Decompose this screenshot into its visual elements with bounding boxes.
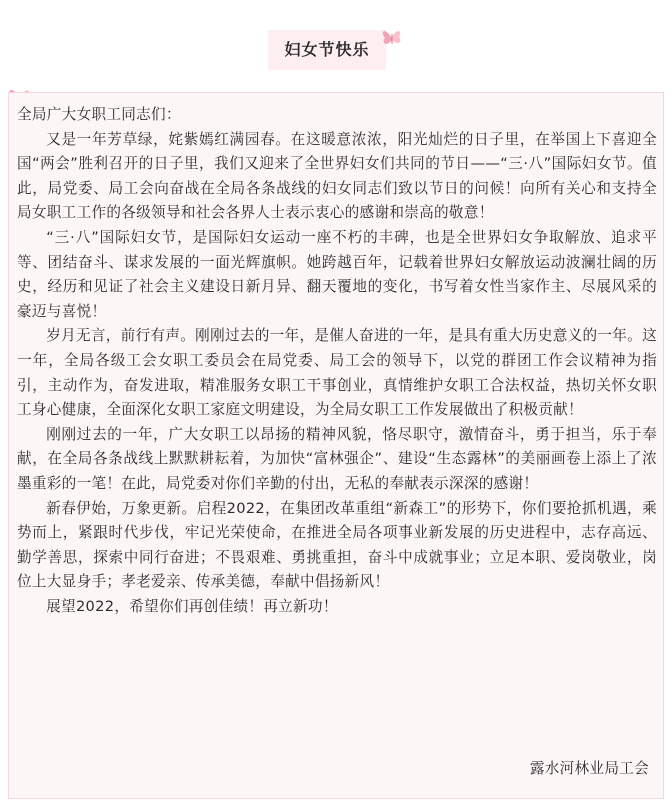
letter-body	[17, 103, 657, 619]
letter-card	[8, 92, 664, 799]
letter-signature: 露水河林业局工会	[529, 760, 649, 778]
letter-paragraph-4: 刚刚过去的一年，广大女职工以昂扬的精神风貌，恪尽职守，激情奋斗，勇于担当，乐于奉献，在全局各条战线上默默耕耘着，为加快“富林强企”、建设“生态露林”的美丽画卷上添上了浓墨重彩的一笔！在此，局党委对你们辛勤的付出，无私的奉献表示深深的感谢！	[17, 425, 657, 492]
letter-paragraph-3: 岁月无言，前行有声。刚刚过去的一年，是催人奋进的一年，是具有重大历史意义的一年。这一年，全局各级工会女职工委员会在局党委、局工会的领导下，以党的群团工作会议精神为指引，主动作为，奋发进取，精准服务女职工干事创业，真情维护女职工合法权益，热切关怀女职工身心健康，全面深化女职工家庭文明建设，为全局女职工工作发展做出了积极贡献！	[17, 327, 657, 419]
page-title: 妇女节快乐	[284, 40, 370, 59]
letter-paragraph-5: 新春伊始，万象更新。启程2022，在集团改革重组“新森工”的形势下，你们要抢抓机遇，乘势而上，紧跟时代步伐，牢记光荣使命，在推进全局各项事业新发展的历史进程中，志存高远、勤学善思，探索中同行奋进；不畏艰难、勇挑重担，奋斗中成就事业；立足本职、爱岗敬业，岗位上大显身手；孝老爱亲、传承美德，奉献中倡扬新风！	[17, 499, 657, 591]
letter-paragraph-2: “三·八”国际妇女节，是国际妇女运动一座不朽的丰碑，也是全世界妇女争取解放、追求平等、团结奋斗、谋求发展的一面光辉旗帜。她跨越百年，记载着世界妇女解放运动波澜壮阔的历史，经历和见证了社会主义建设日新月异、翻天覆地的变化，书写着女性当家作主、尽展风采的豪迈与喜悦！	[17, 228, 657, 320]
title-banner	[0, 24, 672, 72]
butterfly-icon	[380, 24, 404, 50]
title-box	[268, 30, 386, 70]
letter-paragraph-1: 又是一年芳草绿，姹紫嫣红满园春。在这暖意浓浓，阳光灿烂的日子里，在举国上下喜迎全国“两会”胜利召开的日子里，我们又迎来了全世界妇女们共同的节日——“三·八”国际妇女节。值此，局党委、局工会向奋战在全局各条战线的妇女同志们致以节日的问候！向所有关心和支持全局女职工工作的各级领导和社会各界人士表示衷心的感谢和崇高的敬意！	[17, 130, 657, 222]
letter-greeting: 全局广大女职工同志们：	[17, 106, 181, 123]
letter-paragraph-6: 展望2022，希望你们再创佳绩！再立新功！	[46, 597, 338, 615]
